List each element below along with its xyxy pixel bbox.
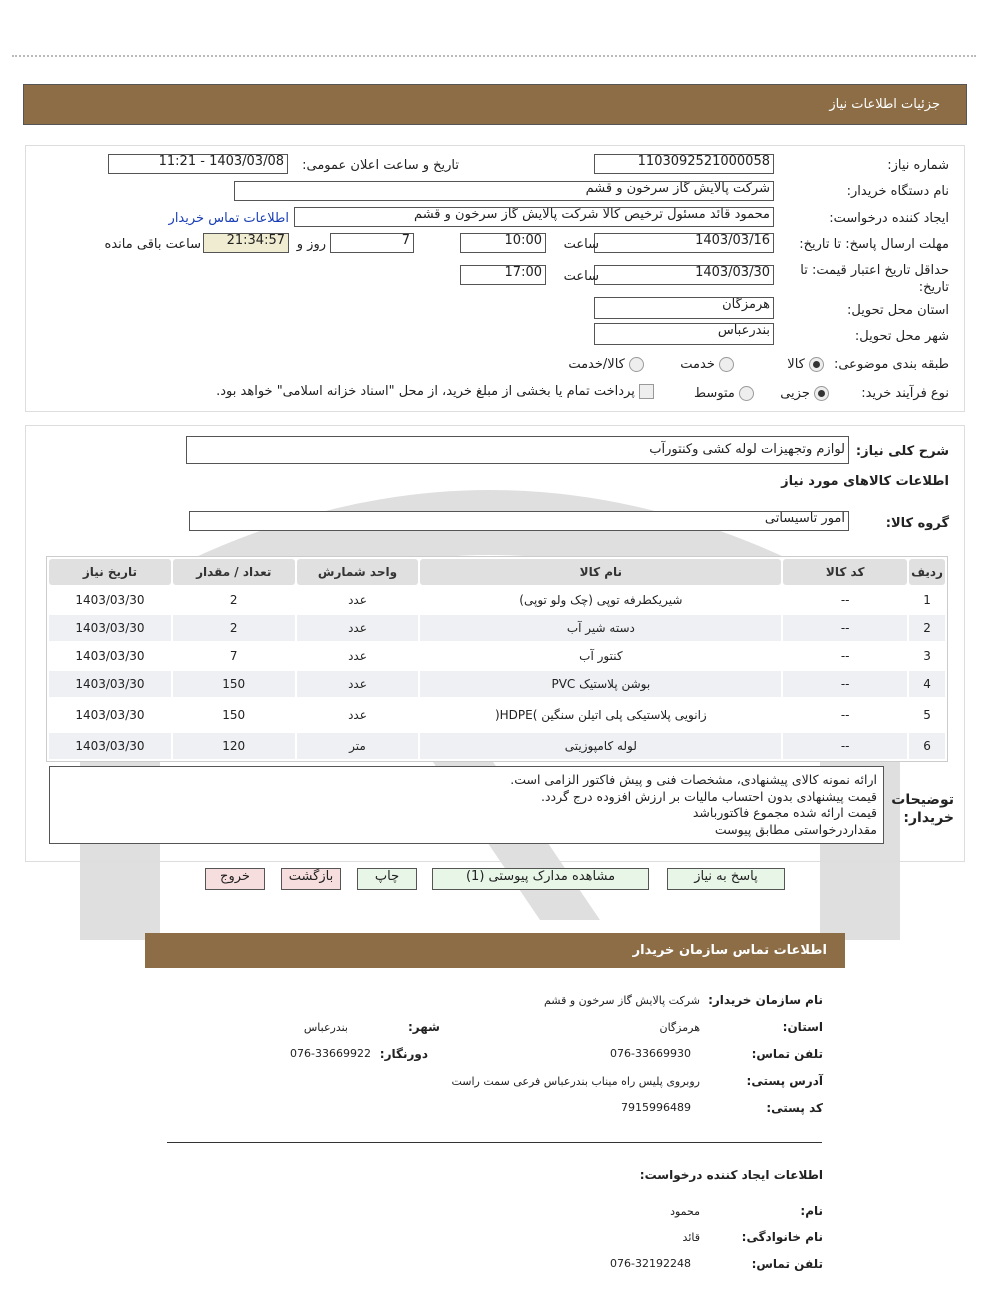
- note-line: قیمت پیشنهادی بدون احتساب مالیات بر ارزش افزوده درج گردد.: [540, 788, 877, 804]
- province-field: هرمزگان: [594, 297, 774, 319]
- validity-label: حداقل تاریخ اعتبار قیمت: تا تاریخ:: [800, 263, 949, 295]
- column-header: نام کالا: [420, 559, 781, 585]
- treasury-payment-checkbox[interactable]: پرداخت تمام یا بخشی از مبلغ خرید، از محل "اسناد خزانه اسلامی" خواهد بود.: [216, 384, 654, 399]
- table-cell: 1403/03/30: [75, 593, 145, 607]
- announce-field: 1403/03/08 - 11:21: [108, 154, 288, 174]
- table-cell: عدد: [348, 649, 367, 663]
- name-value: محمود: [670, 1205, 700, 1218]
- notes-label: توضیحات خریدار:: [891, 792, 954, 826]
- city-label: شهر محل تحویل:: [854, 329, 949, 344]
- goods-panel: [25, 425, 965, 862]
- table-cell: 2: [173, 615, 295, 641]
- goods-table: [46, 556, 948, 762]
- org-value: شرکت پالایش گاز سرخون و قشم: [543, 994, 700, 1007]
- column-header: کد کالا: [783, 559, 907, 585]
- process-minor-radio[interactable]: جزیی: [780, 386, 829, 401]
- family-label: نام خانوادگی:: [741, 1230, 823, 1244]
- category-goods-radio[interactable]: کالا: [787, 357, 824, 372]
- need-number-field: 1103092521000058: [594, 154, 774, 174]
- table-cell: عدد: [297, 671, 419, 697]
- category-both-radio[interactable]: کالا/خدمت: [568, 357, 644, 372]
- column-header: واحد شمارش: [297, 559, 419, 585]
- creator-phone-label: تلفن تماس:: [751, 1257, 823, 1271]
- buyer-org-label: نام دستگاه خریدار:: [846, 184, 949, 199]
- table-cell: عدد: [297, 615, 419, 641]
- table-cell: کنتور آب: [579, 649, 623, 663]
- exit-button[interactable]: خروج: [205, 868, 265, 890]
- province-label: استان محل تحویل:: [847, 303, 949, 318]
- table-cell: 4: [909, 671, 945, 697]
- announce-label: تاریخ و ساعت اعلان عمومی:: [302, 158, 459, 173]
- goods-section-title: اطلاعات کالاهای مورد نیاز: [781, 474, 949, 489]
- table-cell: 5: [923, 708, 931, 722]
- fax-label: دورنگار:: [379, 1047, 428, 1061]
- table-cell: 2: [229, 593, 238, 607]
- validity-time-field: 17:00: [460, 265, 546, 285]
- contact-header: [145, 933, 845, 968]
- table-cell: عدد: [348, 708, 367, 722]
- address-label: آدرس پستی:: [746, 1074, 823, 1088]
- table-cell: 3: [923, 649, 931, 663]
- reply-button[interactable]: پاسخ به نیاز: [667, 868, 785, 890]
- creator-phone-value: 076-32192248: [610, 1257, 691, 1270]
- creator-label: ایجاد کننده درخواست:: [829, 211, 949, 226]
- table-cell: شیریکطرفه توپی (چک ولو توپی): [519, 593, 683, 607]
- table-cell: 1403/03/30: [49, 671, 171, 697]
- table-cell: 1403/03/30: [49, 615, 171, 641]
- validity-date-field: 1403/03/30: [594, 265, 774, 285]
- summary-label: شرح کلی نیاز:: [855, 444, 949, 459]
- process-medium-radio[interactable]: متوسط: [694, 386, 754, 401]
- table-cell: 1: [923, 593, 931, 607]
- phone-value: 076-33669930: [610, 1047, 691, 1060]
- phone-label: تلفن تماس:: [751, 1047, 823, 1061]
- org-label: نام سازمان خریدار:: [708, 993, 823, 1007]
- process-label: نوع فرآیند خرید:: [861, 386, 949, 401]
- table-cell: زانویی پلاستیکی پلی اتیلن سنگین )HDPE(: [494, 708, 707, 722]
- table-cell: 120: [173, 733, 295, 759]
- city-value: بندرعباس: [303, 1021, 348, 1034]
- header-bar: [23, 84, 967, 125]
- deadline-time-field: 10:00: [460, 233, 546, 253]
- table-cell: 6: [909, 733, 945, 759]
- column-header: تعداد / مقدار: [173, 559, 295, 585]
- table-cell: 1403/03/30: [75, 649, 145, 663]
- table-cell: 150: [222, 708, 246, 722]
- remaining-time-field: 21:34:57: [203, 233, 289, 253]
- column-header: تاریخ نیاز: [49, 559, 171, 585]
- need-info-panel: [25, 145, 965, 412]
- province-value: هرمزگان: [659, 1021, 700, 1034]
- creator-field: محمود قائد مسئول ترخیص کالا شرکت پالایش گاز سرخون و قشم: [294, 207, 774, 227]
- table-cell: 150: [173, 671, 295, 697]
- address-value: روبروی پلیس راه میناب بندرعباس فرعی سمت راست: [451, 1075, 700, 1088]
- table-cell: --: [783, 671, 907, 697]
- note-line: ارائه نمونه کالای پیشنهادی، مشخصات فنی و پیش فاکتور الزامی است.: [510, 772, 877, 787]
- back-button[interactable]: بازگشت: [281, 868, 341, 890]
- city-field: بندرعباس: [594, 323, 774, 345]
- table-cell: --: [840, 593, 850, 607]
- divider: [167, 1142, 822, 1143]
- note-line: مقداردرخواستی مطابق پیوست: [714, 821, 877, 837]
- family-value: قائد: [682, 1231, 700, 1244]
- table-cell: --: [783, 615, 907, 641]
- table-cell: لوله کامپوزیتی: [420, 733, 781, 759]
- column-header: ردیف: [909, 559, 945, 585]
- contact-title: اطلاعات تماس سازمان خریدار: [632, 943, 827, 958]
- table-cell: --: [840, 708, 850, 722]
- table-row: [49, 671, 945, 697]
- postal-value: 7915996489: [621, 1101, 691, 1114]
- table-row: [49, 699, 945, 731]
- buyer-contact-link[interactable]: اطلاعات تماس خریدار: [168, 211, 289, 226]
- notes-box: [49, 766, 884, 844]
- note-line: قیمت ارائه شده مجموع فاکتورباشد: [692, 805, 877, 820]
- table-cell: --: [783, 733, 907, 759]
- table-row: [49, 643, 945, 669]
- time-label: ساعت: [563, 269, 599, 284]
- fax-value: 076-33669922: [290, 1047, 371, 1060]
- table-cell: دسته شیر آب: [420, 615, 781, 641]
- table-cell: 1403/03/30: [75, 708, 145, 722]
- days-label: روز و: [296, 237, 326, 252]
- table-row: [49, 615, 945, 641]
- table-cell: بوشن پلاستیک PVC: [420, 671, 781, 697]
- buyer-org-field: شرکت پالایش گاز سرخون و قشم: [234, 181, 774, 201]
- table-row: [49, 587, 945, 613]
- table-cell: 7: [229, 649, 238, 663]
- table-cell: 1403/03/30: [49, 733, 171, 759]
- days-field: 7: [330, 233, 414, 253]
- deadline-date-field: 1403/03/16: [594, 233, 774, 253]
- category-label: طبقه بندی موضوعی:: [833, 357, 949, 372]
- table-cell: --: [840, 649, 850, 663]
- group-field: امور تاسیساتی: [189, 511, 849, 531]
- time-label: ساعت: [563, 237, 599, 252]
- category-service-radio[interactable]: خدمت: [680, 357, 734, 372]
- table-cell: 2: [909, 615, 945, 641]
- page-title: جزئیات اطلاعات نیاز: [829, 97, 940, 112]
- top-divider: [12, 55, 976, 57]
- province-label: استان:: [782, 1020, 823, 1034]
- table-row: [49, 733, 945, 759]
- need-number-label: شماره نیاز:: [887, 158, 949, 173]
- postal-label: کد پستی:: [766, 1101, 823, 1115]
- group-label: گروه کالا:: [885, 516, 949, 531]
- remaining-label: ساعت باقی مانده: [104, 237, 201, 252]
- creator-info-title: اطلاعات ایجاد کننده درخواست:: [639, 1168, 823, 1182]
- name-label: نام:: [800, 1204, 823, 1218]
- table-cell: عدد: [348, 593, 367, 607]
- city-label: شهر:: [408, 1020, 440, 1034]
- deadline-label: مهلت ارسال پاسخ: تا تاریخ:: [799, 237, 949, 252]
- summary-field: لوازم وتجهیزات لوله کشی وکنتورآب: [186, 436, 849, 464]
- print-button[interactable]: چاپ: [357, 868, 417, 890]
- table-cell: متر: [297, 733, 419, 759]
- attachments-button[interactable]: مشاهده مدارک پیوستی (1): [432, 868, 649, 890]
